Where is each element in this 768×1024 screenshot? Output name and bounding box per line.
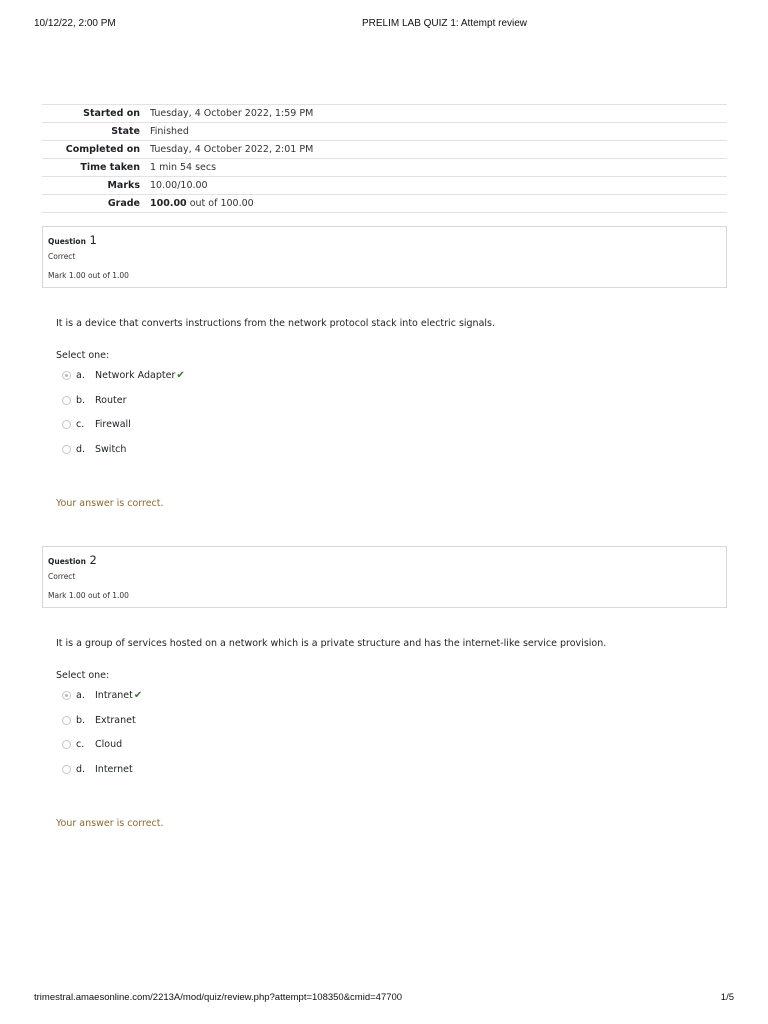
answer-feedback: Your answer is correct. xyxy=(56,818,164,829)
radio-button[interactable] xyxy=(62,716,71,725)
summary-label: Started on xyxy=(83,108,140,119)
answer-option[interactable] xyxy=(62,716,362,741)
option-letter: a. xyxy=(76,690,85,701)
question-state: Correct xyxy=(48,252,76,261)
question-number: Question 2 xyxy=(48,553,97,567)
option-text: Cloud xyxy=(95,739,123,750)
radio-button[interactable] xyxy=(62,740,71,749)
answer-option[interactable] xyxy=(62,691,362,716)
option-text: Intranet xyxy=(95,690,133,701)
summary-value: Finished xyxy=(150,126,189,137)
radio-button[interactable] xyxy=(62,420,71,429)
summary-row xyxy=(42,105,727,123)
question-state: Correct xyxy=(48,572,76,581)
question-mark: Mark 1.00 out of 1.00 xyxy=(48,271,129,280)
summary-label: Completed on xyxy=(65,144,140,155)
print-footer xyxy=(34,992,734,1006)
summary-row xyxy=(42,159,727,177)
page-number: 1/5 xyxy=(720,992,734,1003)
summary-value xyxy=(150,195,727,213)
option-text: Network Adapter xyxy=(95,370,176,381)
answer-option[interactable] xyxy=(62,371,362,396)
question-text: It is a device that converts instructions from the network protocol stack into electric signals. xyxy=(56,318,496,329)
radio-button[interactable] xyxy=(62,765,71,774)
answer-options xyxy=(62,371,362,469)
print-title: PRELIM LAB QUIZ 1: Attempt review xyxy=(361,18,528,29)
summary-value: Tuesday, 4 October 2022, 1:59 PM xyxy=(150,108,314,119)
radio-button[interactable] xyxy=(62,396,71,405)
print-header xyxy=(34,18,734,32)
summary-value: Tuesday, 4 October 2022, 2:01 PM xyxy=(150,144,314,155)
summary-label: Grade xyxy=(107,198,140,209)
question-number: Question 1 xyxy=(48,233,97,247)
page-url: trimestral.amaesonline.com/2213A/mod/quiz/review.php?attempt=108350&cmid=47700 xyxy=(34,992,403,1003)
select-one-prompt: Select one: xyxy=(56,350,110,361)
grade-out-of: out of 100.00 xyxy=(186,198,254,209)
answer-option[interactable] xyxy=(62,765,362,790)
option-text: Firewall xyxy=(95,419,131,430)
question-number-value: 2 xyxy=(89,553,97,567)
summary-label: Marks xyxy=(107,180,140,191)
option-text: Extranet xyxy=(95,714,136,726)
grade-value: 100.00 xyxy=(150,198,187,209)
radio-button[interactable] xyxy=(62,691,71,700)
question-info-box xyxy=(42,226,727,288)
option-letter: a. xyxy=(76,370,85,381)
option-letter: b. xyxy=(76,394,86,406)
attempt-summary-table xyxy=(42,104,727,213)
option-text: Switch xyxy=(95,443,127,455)
option-letter: b. xyxy=(76,714,86,726)
select-one-prompt: Select one: xyxy=(56,670,110,681)
summary-value: 10.00/10.00 xyxy=(150,180,208,191)
question-mark: Mark 1.00 out of 1.00 xyxy=(48,591,129,600)
check-icon: ✔ xyxy=(176,370,185,381)
summary-row xyxy=(42,195,727,213)
answer-options xyxy=(62,691,362,789)
check-icon: ✔ xyxy=(133,690,143,701)
answer-option[interactable] xyxy=(62,396,362,421)
summary-value: 1 min 54 secs xyxy=(150,162,217,173)
summary-row xyxy=(42,177,727,195)
summary-label: Time taken xyxy=(80,162,140,173)
option-letter: d. xyxy=(76,443,86,455)
answer-option[interactable] xyxy=(62,740,362,765)
answer-option[interactable] xyxy=(62,420,362,445)
radio-button[interactable] xyxy=(62,445,71,454)
option-letter: d. xyxy=(76,763,86,775)
summary-row xyxy=(42,123,727,141)
question-info-box xyxy=(42,546,727,608)
summary-label: State xyxy=(111,126,140,137)
summary-row xyxy=(42,141,727,159)
answer-feedback: Your answer is correct. xyxy=(56,498,164,509)
option-letter: c. xyxy=(76,739,85,750)
radio-button[interactable] xyxy=(62,371,71,380)
option-letter: c. xyxy=(76,419,85,430)
question-text: It is a group of services hosted on a network which is a private structure and has the internet-like service provision. xyxy=(56,638,607,649)
question-number-value: 1 xyxy=(89,233,97,247)
print-datetime: 10/12/22, 2:00 PM xyxy=(34,18,116,29)
answer-option[interactable] xyxy=(62,445,362,470)
option-text: Router xyxy=(95,394,127,406)
option-text: Internet xyxy=(95,763,133,775)
